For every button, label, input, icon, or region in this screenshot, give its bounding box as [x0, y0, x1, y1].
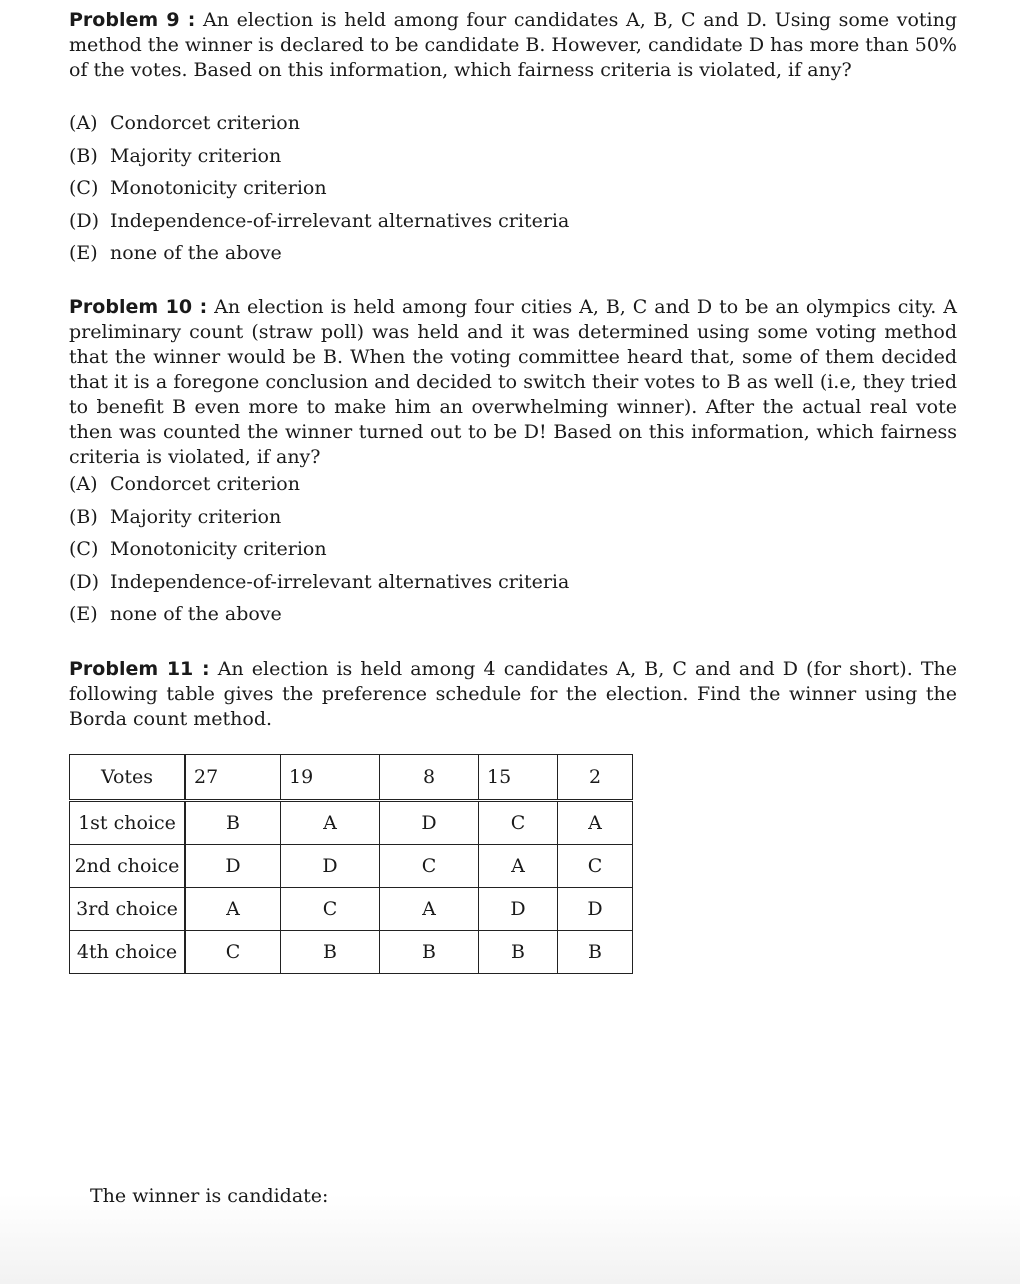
row-label: 2nd choice: [70, 845, 186, 888]
problem-9-label: Problem 9 :: [69, 9, 196, 31]
option-text: Majority criterion: [110, 505, 282, 528]
row-label: 3rd choice: [70, 888, 186, 931]
table-cell: C: [479, 801, 558, 845]
problem-9: [69, 8, 957, 83]
table-cell: D: [558, 888, 633, 931]
table-cell: B: [380, 931, 479, 974]
problem-9-option-b[interactable]: [69, 140, 569, 173]
option-letter: (A): [69, 112, 98, 134]
option-text: Independence-of-irrelevant alternatives criteria: [110, 209, 570, 232]
problem-10-option-e[interactable]: [69, 598, 569, 631]
table-cell: C: [558, 845, 633, 888]
option-letter: (C): [69, 177, 99, 199]
table-row-2nd-choice: [70, 845, 633, 888]
table-cell: B: [558, 931, 633, 974]
problem-11-text: An election is held among 4 candidates A, B, C and and D (for short). The following table gives the preference schedule for the election. Find the winner using the Borda count method.: [69, 658, 958, 730]
problem-10: [69, 295, 957, 470]
table-cell: C: [185, 931, 281, 974]
problem-9-text: An election is held among four candidates A, B, C and D. Using some voting method the winner is declared to be candidate B. However, candidate D has more than 50% of the votes. Based on this information, which fairness criteria is violated, if any?: [69, 9, 957, 81]
table-row-votes: [70, 755, 633, 801]
option-letter: (B): [69, 144, 98, 167]
option-letter: (D): [69, 209, 100, 232]
table-cell: A: [185, 888, 281, 931]
votes-cell: 15: [479, 755, 558, 801]
option-text: Monotonicity criterion: [110, 538, 327, 560]
problem-9-options: [69, 107, 569, 270]
option-letter: (E): [69, 242, 98, 264]
problem-11: [69, 657, 957, 732]
votes-cell: 19: [281, 755, 380, 801]
option-text: none of the above: [110, 603, 282, 625]
option-text: none of the above: [110, 242, 282, 264]
problem-9-option-a[interactable]: [69, 107, 569, 140]
option-letter: (B): [69, 505, 98, 528]
votes-label: Votes: [70, 755, 186, 801]
problem-10-option-d[interactable]: [69, 566, 569, 599]
option-text: Condorcet criterion: [110, 473, 300, 495]
table-cell: B: [479, 931, 558, 974]
option-text: Condorcet criterion: [110, 112, 300, 134]
table-cell: A: [380, 888, 479, 931]
row-label: 1st choice: [70, 801, 186, 845]
option-letter: (D): [69, 570, 100, 593]
table-cell: C: [380, 845, 479, 888]
votes-cell: 27: [185, 755, 281, 801]
votes-cell: 2: [558, 755, 633, 801]
table-row-1st-choice: [70, 801, 633, 845]
problem-10-label: Problem 10 :: [69, 296, 208, 318]
problem-10-options: [69, 468, 569, 631]
table-cell: D: [479, 888, 558, 931]
votes-cell: 8: [380, 755, 479, 801]
option-letter: (E): [69, 603, 98, 625]
table-cell: A: [479, 845, 558, 888]
problem-10-text: An election is held among four cities A, B, C and D to be an olympics city. A preliminary count (straw poll) was held and it was determined using some voting method that the winner would be B. When the voting committee heard that, some of them decided that it is a foregone conclusion and decided to switch their votes to B as well (i.e, they tried to benefit B even more to make him an overwhelming winner). After the actual real vote then was counted the winner turned out to be D! Based on this information, which fairness criteria is violated, if any?: [69, 296, 957, 468]
table-row-3rd-choice: [70, 888, 633, 931]
table-cell: A: [558, 801, 633, 845]
problem-9-option-d[interactable]: [69, 205, 569, 238]
table-cell: B: [281, 931, 380, 974]
problem-11-label: Problem 11 :: [69, 658, 210, 680]
option-text: Monotonicity criterion: [110, 177, 327, 199]
row-label: 4th choice: [70, 931, 186, 974]
option-letter: (A): [69, 473, 98, 495]
answer-prompt: The winner is candidate:: [90, 1185, 329, 1207]
table-cell: D: [281, 845, 380, 888]
problem-10-option-a[interactable]: [69, 468, 569, 501]
option-text: Majority criterion: [110, 144, 282, 167]
table-row-4th-choice: [70, 931, 633, 974]
option-letter: (C): [69, 538, 99, 560]
option-text: Independence-of-irrelevant alternatives criteria: [110, 570, 570, 593]
problem-10-option-b[interactable]: [69, 501, 569, 534]
table-cell: D: [185, 845, 281, 888]
problem-9-option-c[interactable]: [69, 172, 569, 205]
preference-schedule: [69, 754, 633, 974]
table-cell: A: [281, 801, 380, 845]
problem-10-option-c[interactable]: [69, 533, 569, 566]
problem-9-option-e[interactable]: [69, 237, 569, 270]
table-cell: C: [281, 888, 380, 931]
preference-table: [69, 754, 633, 974]
table-cell: B: [185, 801, 281, 845]
table-cell: D: [380, 801, 479, 845]
